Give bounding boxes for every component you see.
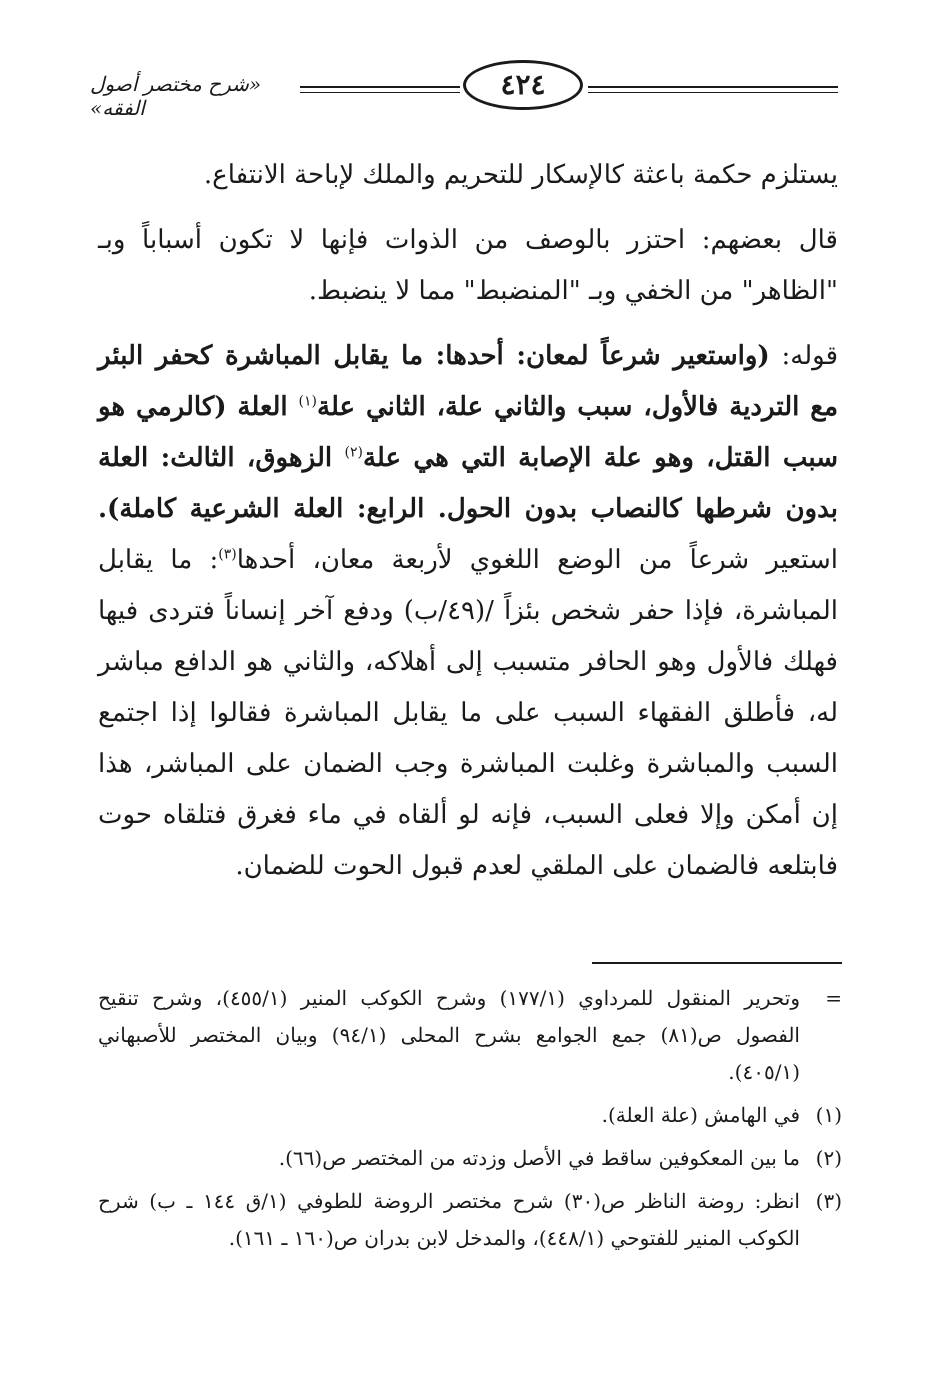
header-rule [588,86,838,88]
paragraph: يستلزم حكمة باعثة كالإسكار للتحريم والملك لإباحة الانتفاع. [203,160,838,190]
footnote-marker: (١) [815,1103,842,1127]
footnote-item [98,1183,842,1257]
page-number: ٤٢٤ [500,68,546,101]
footnote-ref: (٢) [344,444,363,461]
paragraph: قال بعضهم: احتزر بالوصف من الذوات فإنها لا تكون أسباباً وبـ "الظاهر" من الخفي وبـ "المنضبط" مما لا ينضبط. [98,225,838,306]
footnote-marker: (٣) [815,1189,842,1213]
quote-lead: قوله: [769,341,838,371]
footnote-text: في الهامش (علة العلة). [601,1103,800,1127]
paragraph [98,331,838,892]
footnote-item [98,1097,842,1134]
quoted-text: الزهوق، الثالث: العلة بدون شرطها كالنصاب بدون الحول. الرابع: العلة الشرعية كاملة). [98,443,838,524]
footnote-text: انظر: روضة الناظر ص(٣٠) شرح مختصر الروضة للطوفي (١/ق ١٤٤ ـ ب) شرح الكوكب المنير للفتوحي (٤٤٨/١)، والمدخل لابن بدران ص(١٦٠ ـ ١٦١). [98,1189,800,1250]
header-rule [300,86,460,88]
page-header [90,58,838,118]
footnote-text: وتحرير المنقول للمرداوي (١٧٧/١) وشرح الكوكب المنير (٤٥٥/١)، وشرح تنقيح الفصول ص(٨١) جمع الجوامع بشرح المحلى (٩٤/١) وبيان المختصر للأصبهاني (٤٠٥/١). [98,986,800,1084]
page-number-oval [463,60,583,110]
quoted-text: (واستعير شرعاً لمعان: أحدها: ما يقابل المباشرة كحفر البئر مع التردية فالأول، سبب والثاني علة، الثاني علة [98,341,838,422]
commentary-text: استعير شرعاً من الوضع اللغوي لأربعة معان، أحدها [236,545,838,575]
footnote-marker: = [825,986,842,1010]
book-title: «شرح مختصر أصول الفقه» [90,72,262,120]
footnote-item [98,1140,842,1177]
footnote-text: ما بين المعكوفين ساقط في الأصل وزدته من المختصر ص(٦٦). [278,1146,800,1170]
header-rule [300,92,460,93]
footnotes [98,980,842,1263]
footnote-item [98,980,842,1091]
quoted-text: العلة (كالرمي هو سبب القتل، وهو علة الإصابة التي هي علة [98,392,838,473]
footnote-ref: (١) [298,393,317,410]
footnote-ref: (٣) [218,546,237,563]
header-rule [588,92,838,93]
main-text [98,150,838,892]
commentary-text: : ما يقابل المباشرة، فإذا حفر شخص بئزاً /(٤٩/ب) ودفع آخر إنساناً فتردى فيها فهلك فالأول وهو الحافر متسبب إلى أهلاكه، والثاني هو الدافع مباشر له، فأطلق الفقهاء السبب على ما يقابل المباشرة فقالوا إذا اجتمع السبب والمباشرة وغلبت المباشرة وجب الضمان على المباشر، هذا إن أمكن وإلا فعلى السبب، فإنه لو ألقاه في ماء فغرق فتلقاه حوت فابتلعه فالضمان على الملقي لعدم قبول الحوت للضمان. [98,545,838,881]
footnote-separator [592,962,842,964]
footnote-marker: (٢) [815,1146,842,1170]
